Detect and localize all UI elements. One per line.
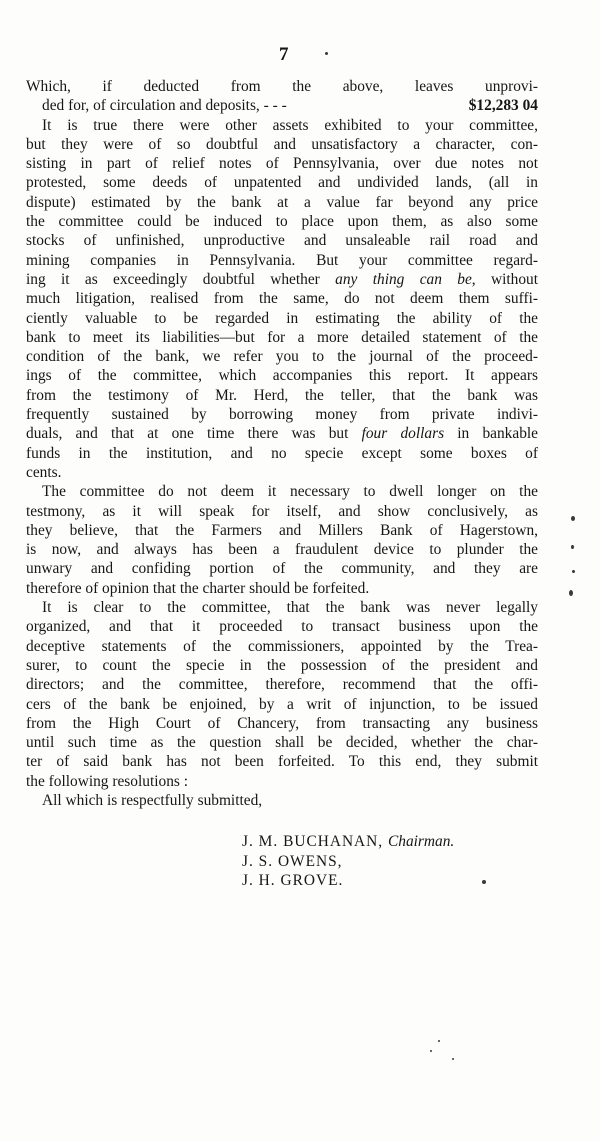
signature-chairman xyxy=(242,832,454,852)
text-line: until such time as the question shall be decided, whether the char- xyxy=(26,734,538,752)
report-body xyxy=(26,77,538,810)
signatory-name: J. S. OWENS, xyxy=(242,852,343,870)
text-line: bank to meet its liabilities—but for a more detailed statement of the xyxy=(26,328,538,346)
text-line: funds in the institution, and no specie except some boxes of xyxy=(26,444,538,462)
text-line: unwary and confiding portion of the community, and they are xyxy=(26,560,538,578)
text-line: protested, some deeds of unpatented and undivided lands, (all in xyxy=(26,174,538,192)
text-line: much litigation, realised from the same, do not deem them suffi- xyxy=(26,290,538,308)
scan-speck xyxy=(571,545,574,549)
scan-speck xyxy=(452,1058,454,1060)
text-line: The committee do not deem it necessary to dwell longer on the xyxy=(42,483,538,501)
signatory-name: J. M. BUCHANAN, xyxy=(242,833,384,850)
scan-speck xyxy=(430,1050,432,1052)
text-line: ings of the committee, which accompanies this report. It appears xyxy=(26,367,538,385)
italic-phrase: any thing can be xyxy=(335,270,472,288)
deduction-amount: $12,283 04 xyxy=(468,97,538,115)
scan-speck xyxy=(325,52,328,55)
text-line: the committee could be induced to place upon them, as also some xyxy=(26,213,538,231)
text-line-with-italic: ing it as exceedingly doubtful whether any thing can be, without xyxy=(26,270,538,288)
text-line: the following resolutions : xyxy=(26,772,189,790)
text-line: they believe, that the Farmers and Millers Bank of Hagerstown, xyxy=(26,521,538,539)
text-line: from the High Court of Chancery, from transacting any business xyxy=(26,714,538,732)
deduction-label: ded for, of circulation and deposits, - - - xyxy=(42,97,287,115)
scan-speck xyxy=(438,1040,440,1042)
text-line: therefore of opinion that the charter should be forfeited. xyxy=(26,579,370,597)
signature-member xyxy=(242,871,454,891)
signature-member xyxy=(242,852,454,872)
deduction-line-2 xyxy=(26,96,538,115)
page-number: 7 xyxy=(279,44,290,65)
italic-phrase: four dollars xyxy=(361,425,445,443)
text-line: ter of said bank has not been forfeited. To this end, they submit xyxy=(26,753,538,771)
text-line: cents. xyxy=(26,463,62,481)
text-line: surer, to count the specie in the possession of the president and xyxy=(26,656,538,674)
text-line: organized, and that it proceeded to transact business upon the xyxy=(26,618,538,636)
scan-speck xyxy=(569,590,573,596)
text-line: sisting in part of relief notes of Pennsylvania, over due notes not xyxy=(26,155,538,173)
text-line: directors; and the committee, therefore, recommend that the offi- xyxy=(26,676,538,694)
text-line: frequently sustained by borrowing money from private indivi- xyxy=(26,406,538,424)
deduction-line-1: Which, if deducted from the above, leaves unprovi- xyxy=(26,78,538,95)
text-line: is now, and always has been a fraudulent device to plunder the xyxy=(26,541,538,559)
scan-speck xyxy=(482,880,486,884)
signatory-title: Chairman. xyxy=(388,833,455,850)
paragraph-injunction xyxy=(26,598,538,791)
scan-speck xyxy=(571,516,575,521)
signatory-name: J. H. GROVE. xyxy=(242,872,344,889)
text-line: ciently valuable to be regarded in estimating the ability of the xyxy=(26,309,538,327)
text-line: condition of the bank, we refer you to the journal of the proceed- xyxy=(26,348,538,366)
text-line: mining companies in Pennsylvania. But your committee regard- xyxy=(26,251,538,269)
text-line: from the testimony of Mr. Herd, the teller, that the bank was xyxy=(26,386,538,404)
text-line: It is clear to the committee, that the bank was never legally xyxy=(42,599,538,617)
text-line: deceptive statements of the commissioners, appointed by the Trea- xyxy=(26,637,538,655)
text-line: testmony, as it will speak for itself, and show conclusively, as xyxy=(26,502,538,520)
paragraph-fraud xyxy=(26,482,538,598)
text-line: stocks of unfinished, unproductive and unsaleable rail road and xyxy=(26,232,538,250)
scan-speck xyxy=(572,570,575,573)
closing-line: All which is respectfully submitted, xyxy=(42,791,263,809)
paragraph-assets xyxy=(26,116,538,483)
text-line-with-italic: duals, and that at one time there was but four dollars in bankable xyxy=(26,425,539,443)
text-line: cers of the bank be enjoined, by a writ of injunction, to be issued xyxy=(26,695,538,713)
text-line: but they were of so doubtful and unsatisfactory a character, con- xyxy=(26,135,538,153)
signature-block xyxy=(242,832,454,891)
text-line: dispute) estimated by the bank at a value far beyond any price xyxy=(26,193,538,211)
text-line: It is true there were other assets exhibited to your committee, xyxy=(42,116,538,134)
